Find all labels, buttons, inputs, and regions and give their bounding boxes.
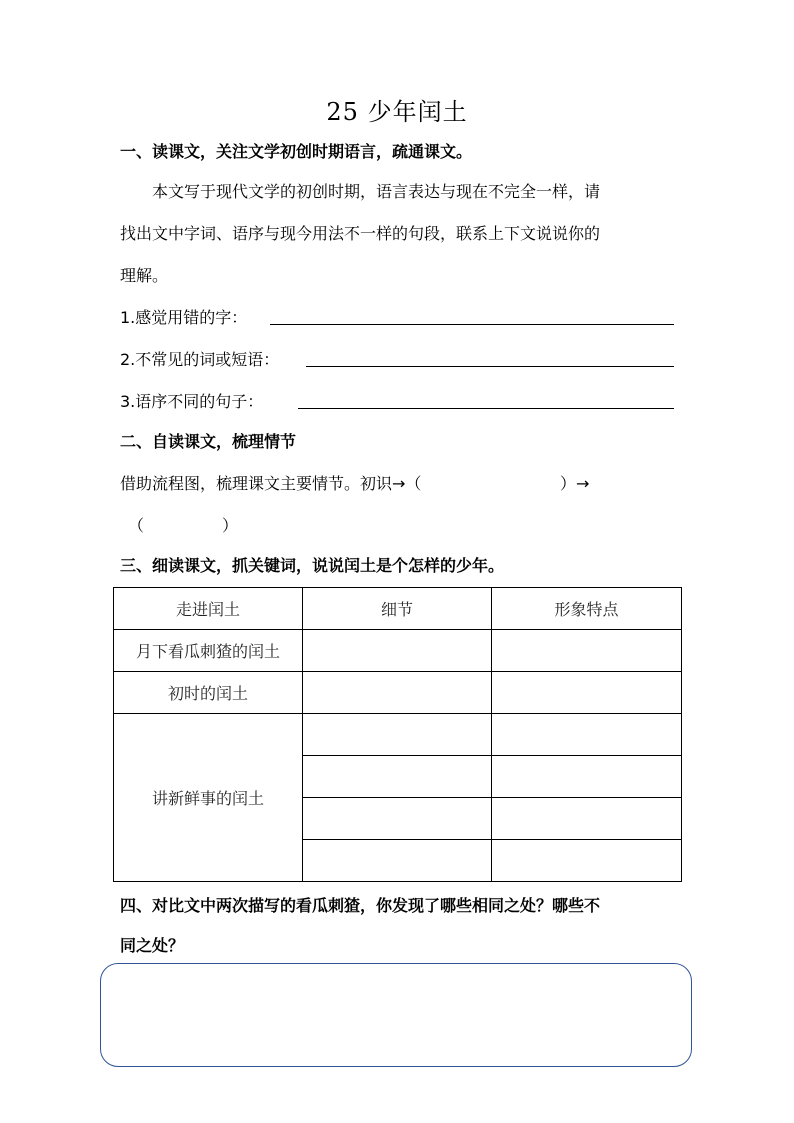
section1-paragraph-line2: 找出文中字词、语序与现今用法不一样的句段，联系上下文说说你的 [120,224,601,243]
table-row [114,630,682,672]
detail-input-cell[interactable] [303,798,492,840]
trait-input-cell[interactable] [492,798,682,840]
flow-close-1: ）→ [560,474,590,493]
trait-input-cell[interactable] [492,840,682,882]
trait-input-cell[interactable] [492,672,682,714]
question2-label: 2.不常见的词或短语： [120,350,280,369]
section1-heading: 一、读课文，关注文学初创时期语言，疏通课文。 [120,142,473,161]
question3-label: 3.语序不同的句子： [120,392,264,411]
section1-paragraph-line3: 理解。 [120,266,169,285]
trait-input-cell[interactable] [492,714,682,756]
table-header-cell: 形象特点 [492,588,682,630]
table-row [114,714,682,756]
section4-heading-line2: 同之处？ [120,936,185,955]
section2-heading: 二、自读课文，梳理情节 [120,432,297,451]
section4-heading-line1: 四、对比文中两次描写的看瓜刺猹，你发现了哪些相同之处？哪些不 [120,896,601,915]
row-label-cell: 初时的闰土 [114,672,303,714]
flow-prompt: 借助流程图，梳理课文主要情节。初识→（ [120,474,422,493]
row-label-cell: 月下看瓜刺猹的闰土 [114,630,303,672]
trait-input-cell[interactable] [492,756,682,798]
section1-paragraph-line1: 本文写于现代文学的初创时期，语言表达与现在不完全一样，请 [152,182,601,201]
section3-heading: 三、细读课文，抓关键词，说说闰土是个怎样的少年。 [120,556,505,575]
question1-label: 1.感觉用错的字： [120,308,248,327]
page-title: 25 少年闰土 [326,98,468,126]
question1-answer-line[interactable] [270,324,674,325]
analysis-table [113,587,682,882]
question2-answer-line[interactable] [306,366,674,367]
detail-input-cell[interactable] [303,630,492,672]
detail-input-cell[interactable] [303,840,492,882]
flow-open-2: （ [128,516,145,535]
table-row [114,672,682,714]
answer-box[interactable] [100,963,692,1067]
table-header-cell: 细节 [303,588,492,630]
detail-input-cell[interactable] [303,756,492,798]
question3-answer-line[interactable] [298,408,674,409]
trait-input-cell[interactable] [492,630,682,672]
detail-input-cell[interactable] [303,672,492,714]
detail-input-cell[interactable] [303,714,492,756]
table-header-cell: 走进闰土 [114,588,303,630]
flow-close-2: ） [222,516,239,535]
table-header-row [114,588,682,630]
row-label-cell: 讲新鲜事的闰土 [114,714,303,882]
